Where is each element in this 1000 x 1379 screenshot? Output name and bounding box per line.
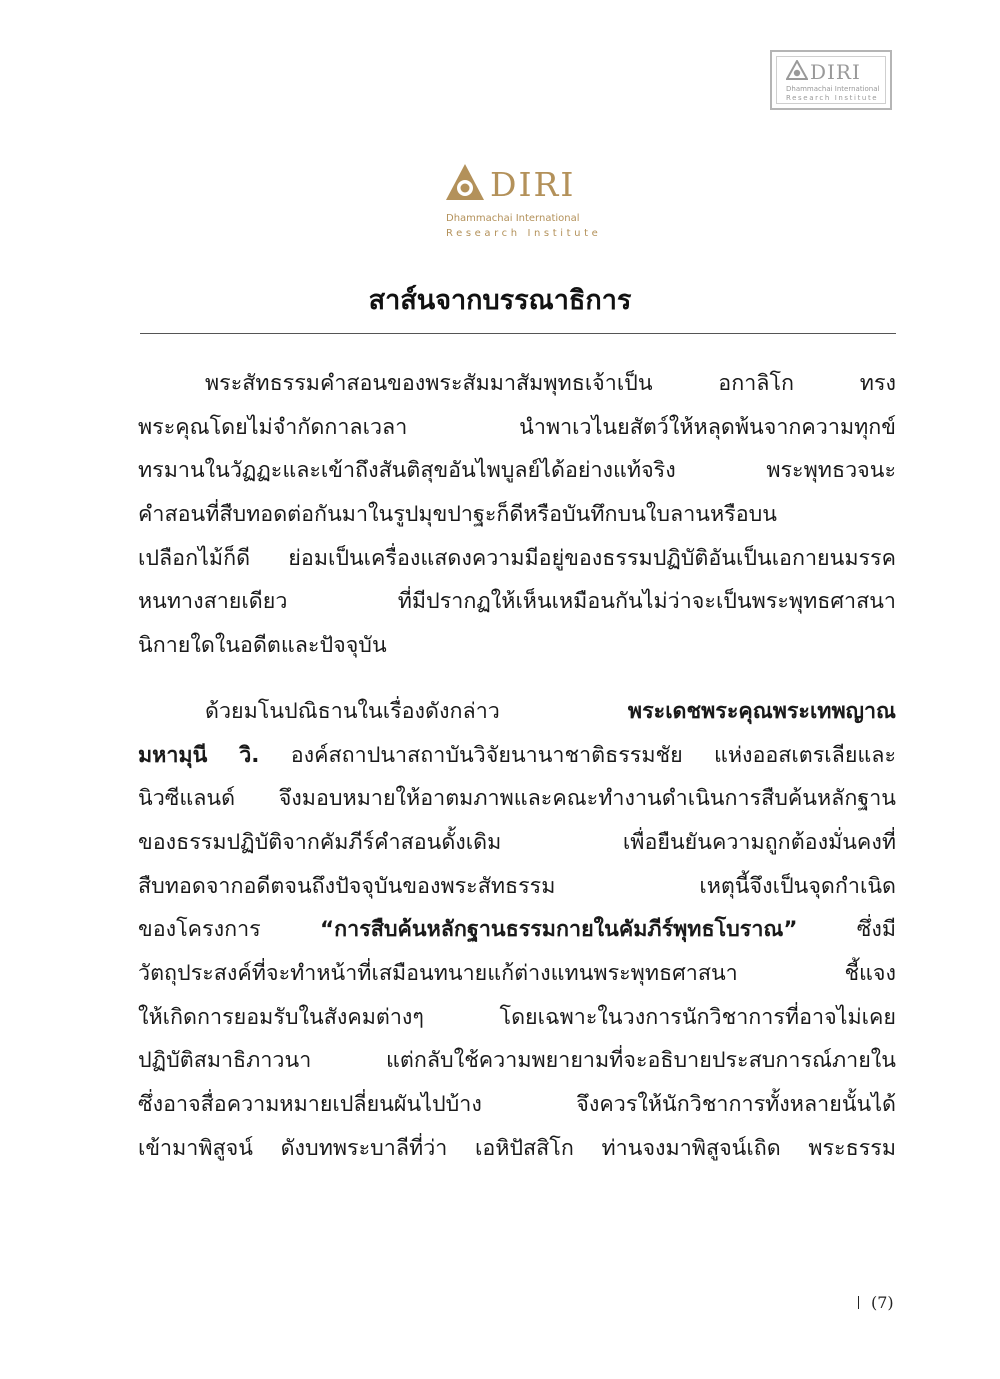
text-line: ซึ่งอาจสื่อความหมายเปลี่ยนผันไปบ้าง จึงควรให้นักวิชาการทั้งหลายนั้นได้ <box>138 1092 896 1117</box>
page-number-text: (7) <box>871 1293 894 1312</box>
text-line: คำสอนที่สืบทอดต่อกันมาในรูปมุขปาฐะก็ดีหรือบันทึกบนใบลานหรือบน <box>138 502 777 528</box>
title-divider <box>140 333 896 334</box>
text-line: วัตถุประสงค์ที่จะทำหน้าที่เสมือนทนายแก้ต่างแทนพระพุทธศาสนา ชี้แจง <box>138 960 896 986</box>
text-line <box>138 690 896 734</box>
text-line: ของธรรมปฏิบัติจากคัมภีร์คำสอนดั้งเดิม เพื่อยืนยันความถูกต้องมั่นคงที่ <box>138 829 896 855</box>
text-line <box>138 734 896 778</box>
text-line: เข้ามาพิสูจน์ ดังบทพระบาลีที่ว่า เอหิปัสสิโก ท่านจงมาพิสูจน์เถิด พระธรรม <box>138 1135 896 1161</box>
text-line: ปฏิบัติสมาธิภาวนา แต่กลับใช้ความพยายามที่จะอธิบายประสบการณ์ภายใน <box>138 1048 896 1074</box>
body-text <box>138 362 896 1170</box>
diri-emblem-icon <box>444 162 486 202</box>
text-run: ซึ่งมี <box>856 917 896 943</box>
bold-name: มหามุนี วิ. <box>138 742 260 768</box>
text-line: นิกายใดในอดีตและปัจจุบัน <box>138 633 387 659</box>
corner-logo <box>770 50 892 110</box>
text-line: เปลือกไม้ก็ดี ย่อมเป็นเครื่องแสดงความมีอยู่ของธรรมปฏิบัติอันเป็นเอกายนมรรค <box>138 545 896 571</box>
text-line: พระสัทธรรมคำสอนของพระสัมมาสัมพุทธเจ้าเป็น อกาลิโก ทรง <box>205 371 896 396</box>
bold-name: พระเดชพระคุณพระเทพญาณ <box>627 698 896 724</box>
text-line: สืบทอดจากอดีตจนถึงปัจจุบันของพระสัทธรรม เหตุนี้จึงเป็นจุดกำเนิด <box>138 873 896 899</box>
text-run: องค์สถาปนาสถาบันวิจัยนานาชาติธรรมชัย แห่งออสเตรเลียและ <box>290 742 896 768</box>
corner-logo-subtitle-1: Dhammachai International <box>786 85 880 93</box>
paragraph-1 <box>138 362 896 668</box>
project-title: “การสืบค้นหลักฐานธรรมกายในคัมภีร์พุทธโบราณ” <box>319 917 798 943</box>
page-title: สาส์นจากบรรณาธิการ <box>368 285 632 316</box>
text-line: หนทางสายเดียว ที่มีปรากฏให้เห็นเหมือนกันไม่ว่าจะเป็นพระพุทธศาสนา <box>138 589 896 615</box>
page-number <box>858 1293 894 1312</box>
page-number-bar <box>858 1296 859 1309</box>
main-logo-subtitle-2: Research Institute <box>446 228 602 239</box>
paragraph-2 <box>138 690 896 1171</box>
diri-emblem-icon <box>786 60 808 80</box>
text-line: ให้เกิดการยอมรับในสังคมต่างๆ โดยเฉพาะในวงการนักวิชาการที่อาจไม่เคย <box>138 1004 896 1030</box>
main-logo-subtitle-1: Dhammachai International <box>446 213 580 224</box>
corner-logo-subtitle-2: Research Institute <box>786 94 879 102</box>
main-logo-wordmark: DIRI <box>490 165 576 204</box>
text-line: ทรมานในวัฏฏะและเข้าถึงสันติสุขอันไพบูลย์ได้อย่างแท้จริง พระพุทธวจนะ <box>138 458 896 484</box>
text-line: นิวซีแลนด์ จึงมอบหมายให้อาตมภาพและคณะทำงานดำเนินการสืบค้นหลักฐาน <box>138 786 896 812</box>
corner-logo-wordmark: DIRI <box>810 60 861 84</box>
text-run: ของโครงการ <box>138 917 261 943</box>
text-line <box>138 908 896 952</box>
text-line: พระคุณโดยไม่จำกัดกาลเวลา นำพาเวไนยสัตว์ให้หลุดพ้นจากความทุกข์ <box>138 414 896 440</box>
main-logo <box>440 160 600 250</box>
text-run: ด้วยมโนปณิธานในเรื่องดังกล่าว <box>205 698 500 724</box>
